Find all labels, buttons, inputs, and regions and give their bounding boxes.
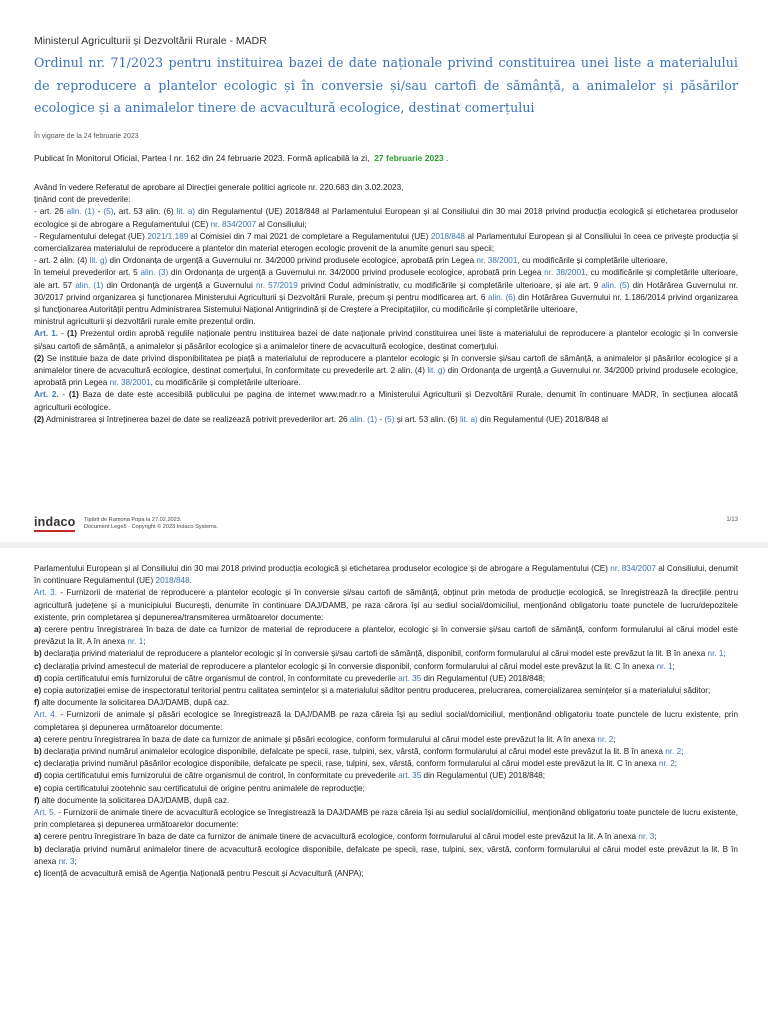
publication-text: Publicat în Monitorul Oficial, Partea I nr. 162 din 24 februarie 2023. Formă aplicabilă la zi,: [34, 153, 370, 163]
legal-link[interactable]: nr. 834/2007: [610, 564, 656, 573]
legal-link[interactable]: nr. 38/2001: [109, 378, 151, 388]
legal-link[interactable]: lit. g): [427, 366, 446, 376]
list-item: b) declarația privind materialul de reproducere a plantelor ecologic și în conversie și/sau cartofi de sămânță, disponibil, conform formularului al cărui model este prevăzut la lit. B în anexa nr. 1;: [34, 649, 726, 659]
publication-suffix: .: [446, 153, 449, 163]
legal-link[interactable]: lit. a): [176, 207, 196, 217]
legal-link[interactable]: nr. 38/2001: [476, 256, 518, 266]
indaco-logo: indaco: [34, 516, 75, 532]
legal-link[interactable]: alin. (5): [601, 280, 630, 290]
legal-link[interactable]: alin. (6): [487, 292, 516, 302]
legal-link[interactable]: nr. 2: [597, 734, 614, 744]
paragraph: în temeiul prevederilor art. 5 alin. (3) din Ordonanța de urgență a Guvernului nr. 34/2000 privind produsele ecologice, aprobată prin Legea nr. 38/2001, cu modificările și completările ulterioare, ale art. 57 alin. (1) din Ordonanța de urgență a Guvernului nr. 57/2019 privind Codul administrativ, cu modificările și completările ulterioare, și ale art. 9 alin. (5) din Hotărârea Guvernului nr. 30/2017 privind organizarea și funcționarea Ministerului Agriculturii și Dezvoltării Rurale, precum și pentru modificarea art. 6 alin. (6) din Hotărârea Guvernului nr. 1.186/2014 privind organizarea și funcționarea Autorității pentru Administrarea Sistemului Național Antigrindină și de Creștere a Precipitațiilor, cu modificările și completările ulterioare,: [34, 268, 738, 315]
legal-link[interactable]: nr. 2: [658, 759, 675, 769]
list-item: c) declarația privind amestecul de material de reproducere a plantelor ecologic și în conversie disponibil, conform formularului al cărui model este prevăzut la lit. C în anexa nr. 1;: [34, 661, 675, 671]
document-body-page-1: [34, 182, 738, 426]
paragraph: ținând cont de prevederile:: [34, 195, 131, 205]
list-item: d) copia certificatului emis furnizorului de către organismul de control, în conformitate cu prevederile art. 35 din Regulamentul (UE) 2018/848;: [34, 673, 546, 683]
list-item: d) copia certificatului emis furnizorului de către organismul de control, în conformitate cu prevederile art. 35 din Regulamentul (UE) 2018/848;: [34, 771, 546, 781]
legal-link[interactable]: nr. 3: [58, 856, 75, 866]
article-4: Art. 4. - Furnizorii de animale și păsări ecologice se înregistrează la DAJ/DAMB pe raza căreia își au sediul social/domiciliul, menționând obligatoriu toate punctele de lucru existente, prin completarea și depunerea următoarelor documente:: [34, 710, 739, 732]
article-2: Art. 2. - (1) Baza de date este accesibilă publicului pe pagina de internet www.madr.ro a Ministerului Agriculturii și Dezvoltării Rurale, denumit în continuare MADR, în secțiunea alocată agriculturii ecologice.: [34, 390, 738, 412]
page-footer: [34, 516, 738, 536]
list-item: e) copia autorizației emise de inspectoratul teritorial pentru calitatea semințelor și a materialului săditor pentru producerea, prelucrarea, comercializarea semințelor și a materialului săditor;: [34, 686, 711, 696]
legal-link[interactable]: (5): [103, 207, 114, 217]
page-number: 1/13: [726, 517, 738, 523]
paragraph: ministrul agriculturii și dezvoltării rurale emite prezentul ordin.: [34, 317, 256, 327]
list-item: b) declarația privind numărul animalelor ecologice disponibile, defalcate pe specii, rase, tulpini, sex, vârstă, conform formularului al cărui model este prevăzut la lit. B în anexa nr. 2;: [34, 747, 684, 757]
list-item: f) alte documente la solicitarea DAJ/DAMB, după caz.: [34, 698, 230, 708]
applicable-date: 27 februarie 2023: [374, 153, 444, 163]
list-item: c) licență de acvacultură emisă de Agenția Națională pentru Pescuit și Acvacultură (ANPA);: [34, 869, 364, 879]
footer-text: [84, 517, 218, 531]
legal-link[interactable]: (5): [384, 414, 395, 424]
legal-link[interactable]: nr. 1: [127, 637, 144, 647]
legal-link[interactable]: nr. 38/2001: [544, 268, 586, 278]
paragraph: - art. 2 alin. (4) lit. g) din Ordonanța de urgență a Guvernului nr. 34/2000 privind produsele ecologice, aprobată prin Legea nr. 38/2001, cu modificările și completările ulterioare,: [34, 256, 668, 266]
legal-link[interactable]: 2018/848: [155, 576, 190, 586]
article-3: Art. 3. - Furnizorii de material de reproducere a plantelor ecologic și în conversie și/sau cartofi de sămânță, obținut prin metoda de producție ecologică, se înregistrează la direcțiile pentru agricultură județene și a municipiului București, denumite în continuare DAJ/DAMB, pe raza cărora își au sediul social/domiciliul, menționând obligatoriu toate punctele de lucru/depozitele existente, prin completarea și depunerea/transmiterea următoarelor documente:: [34, 588, 738, 622]
article-link[interactable]: Art. 4.: [34, 710, 58, 720]
paragraph: Având în vedere Referatul de aprobare al Direcției generale politici agricole nr. 220.683 din 3.02.2023,: [34, 183, 404, 192]
legal-link[interactable]: alin. (1): [75, 280, 104, 290]
publication-note: [34, 153, 448, 163]
document-body-page-2: [34, 563, 738, 880]
legal-link[interactable]: lit. g): [89, 256, 108, 266]
ministry-name: Ministerul Agriculturii și Dezvoltării Rurale - MADR: [34, 35, 267, 47]
list-item: b) declarația privind numărul animalelor tinere de acvacultură ecologice disponibile, defalcate pe specii, rase, tulpini, sex, vârstă, conform formularului al cărui model este prevăzut la lit. B în anexa nr. 3;: [34, 844, 738, 866]
paragraph: Parlamentului European și al Consiliului din 30 mai 2018 privind producția ecologică și etichetarea produselor ecologice și de abrogare a Regulamentului (CE) nr. 834/2007 al Consiliului, denumit în continuare Regulamentul (UE) 2018/848.: [34, 564, 738, 586]
paragraph: (2) Se instituie baza de date privind disponibilitatea pe piață a materialului de reproducere a plantelor ecologic și în conversie și/sau cartofi de sămânță, a animalelor și păsărilor ecologice și a animalelor tinere de acvacultură ecologice, destinat comerțului, în conformitate cu prevederile art. 2 alin. (4) lit. g) din Ordonanța de urgență a Guvernului nr. 34/2000 privind produsele ecologice, aprobată prin Legea nr. 38/2001, cu modificările și completările ulterioare.: [34, 353, 738, 388]
legal-link[interactable]: nr. 57/2019: [255, 280, 298, 290]
list-item: c) declarația privind numărul păsărilor ecologice disponibile, defalcate pe specii, rase, tulpini, sex, vârstă, conform formularului al cărui model este prevăzut la lit. C în anexa nr. 2;: [34, 759, 678, 769]
article-link[interactable]: Art. 3.: [34, 588, 57, 598]
list-item: a) cerere pentru înregistrare în baza de date ca furnizor de animale tinere de acvacultură ecologice, conform formularului al cărui model este prevăzut la lit. A în anexa nr. 3;: [34, 832, 657, 842]
legal-link[interactable]: nr. 1: [707, 649, 724, 659]
legal-link[interactable]: 2018/848: [430, 231, 465, 241]
legal-link[interactable]: alin. (1): [66, 207, 95, 217]
list-item: a) cerere pentru înregistrarea în baza de date ca furnizor de animale și păsări ecologice, conform formularului al cărui model este prevăzut la lit. A în anexa nr. 2;: [34, 734, 616, 744]
printed-by: Tipărit de Ramona Popa la 27.02.2023.: [84, 517, 182, 523]
legal-link[interactable]: art. 35: [398, 771, 422, 781]
legal-link[interactable]: lit. a): [459, 414, 478, 424]
in-force-note: În vigoare de la 24 februarie 2023: [34, 133, 139, 140]
article-link[interactable]: Art. 2.: [34, 390, 59, 400]
legal-link[interactable]: nr. 2: [665, 747, 682, 757]
list-item: f) alte documente la solicitarea DAJ/DAMB, după caz.: [34, 795, 230, 805]
article-5: Art. 5. - Furnizorii de animale tinere de acvacultură ecologice se înregistrează la DAJ/DAMB pe raza căreia își au sediul social/domiciliul, menționând obligatoriu toate punctele de lucru existente, prin completarea și depunerea următoarelor documente:: [34, 808, 739, 830]
list-item: e) copia certificatului zootehnic sau certificatului de origine pentru animalele de reproducție;: [34, 783, 365, 793]
article-link[interactable]: Art. 1.: [34, 329, 59, 339]
list-item: a) cerere pentru înregistrarea în baza de date ca furnizor de material de reproducere a plantelor, ecologic și în conversie și/sau cartofi de sămânță, conform formularului al cărui model este prevăzut la lit. A în anexa nr. 1;: [34, 625, 738, 647]
paragraph: - art. 26 alin. (1) - (5), art. 53 alin. (6) lit. a) din Regulamentul (UE) 2018/848 al Parlamentului European și al Consiliului din 30 mai 2018 privind producția ecologică și etichetarea produselor ecologice și de abrogare a Regulamentului (CE) nr. 834/2007 al Consiliului;: [34, 207, 738, 229]
paragraph: (2) Administrarea și întreținerea bazei de date se realizează potrivit prevederilor art. 26 alin. (1) - (5) și art. 53 alin. (6) lit. a) din Regulamentul (UE) 2018/848 al: [34, 414, 608, 424]
article-1: Art. 1. - (1) Prezentul ordin aprobă regulile naționale pentru instituirea bazei de date naționale privind constituirea unei liste a materialului de reproducere a plantelor ecologic și în conversie și/sau cartofi de sămânță, a animalelor și păsărilor ecologice și a animalelor tinere de acvacultură ecologice, destinat comerțului.: [34, 329, 738, 351]
legal-link[interactable]: alin. (1): [349, 414, 378, 424]
legal-link[interactable]: art. 35: [398, 673, 422, 683]
legal-link[interactable]: alin. (3): [140, 268, 169, 278]
copyright: Document Lege5 - Copyright © 2023 Indaco Systems.: [84, 524, 219, 530]
article-link[interactable]: Art. 5.: [34, 808, 56, 818]
legal-link[interactable]: nr. 1: [656, 661, 673, 671]
document-title: Ordinul nr. 71/2023 pentru instituirea bazei de date naționale privind constituirea unei liste a materialului de reproducere a plantelor ecologic și în conversie și/sau cartofi de sămânță, a animalelor și păsărilor ecologice și a animalelor tinere de acvacultură ecologice, destinat comerțului: [34, 55, 738, 115]
legal-link[interactable]: nr. 834/2007: [210, 219, 257, 229]
legal-link[interactable]: nr. 3: [638, 832, 655, 842]
paragraph: - Regulamentului delegat (UE) 2021/1.189 al Comisiei din 7 mai 2021 de completare a Regulamentului (UE) 2018/848 al Parlamentului European și al Consiliului în ceea ce privește producția și comercializarea materialului de reproducere a plantelor din material eterogen ecologic provenit de la anumite genuri sau specii;: [34, 231, 738, 254]
legal-link[interactable]: 2021/1.189: [147, 231, 189, 241]
